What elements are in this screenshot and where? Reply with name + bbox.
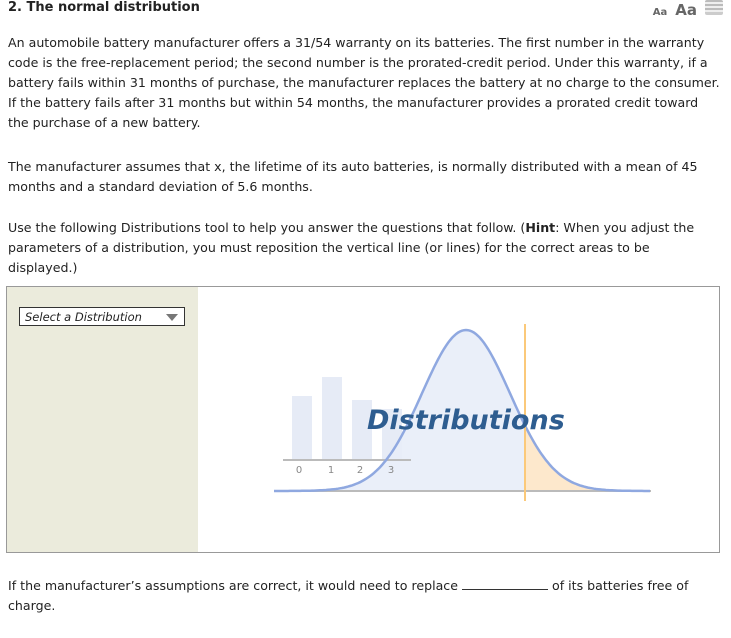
answer-blank[interactable] [462,575,548,590]
hint-paragraph: Use the following Distributions tool to help you answer the questions that follow. (Hint: When you adjust the parameters of a distribution, you must reposition the vertical line (or lines) for the correct areas to be displayed.) [8,220,695,275]
logo-text: Distributions [367,405,565,436]
bar-label: 2 [356,465,364,476]
assumption-paragraph: The manufacturer assumes that x, the lifetime of its auto batteries, is normally distributed with a mean of 45 months and a standard deviation of 5.6 months. [8,159,698,194]
bar-label: 0 [295,465,303,476]
distributions-logo [7,287,721,554]
bar-label: 1 [327,465,335,476]
logo-bar [322,377,342,460]
bar-label: 3 [387,465,395,476]
distributions-tool[interactable] [6,286,720,553]
question-title: 2. The normal distribution [8,0,200,15]
decrease-font-button[interactable]: Aa [652,7,668,18]
question-text: If the manufacturer’s assumptions are correct, it would need to replace of its batteries free of charge. [8,575,720,616]
print-document-icon[interactable] [705,0,723,15]
increase-font-button[interactable]: Aa [675,1,697,19]
intro-paragraph: An automobile battery manufacturer offers a 31/54 warranty on its batteries. The first number in the warranty code is the free-replacement period; the second number is the prorated-credit period. Under this warranty, if a battery fails within 31 months of purchase, the manufacturer replaces the battery at no charge to the consumer. If the battery fails after 31 months but within 54 months, the manufacturer provides a prorated credit toward the purchase of a new battery. [8,35,720,130]
distribution-select[interactable]: Select a Distribution [19,307,185,326]
logo-bar [292,396,312,460]
